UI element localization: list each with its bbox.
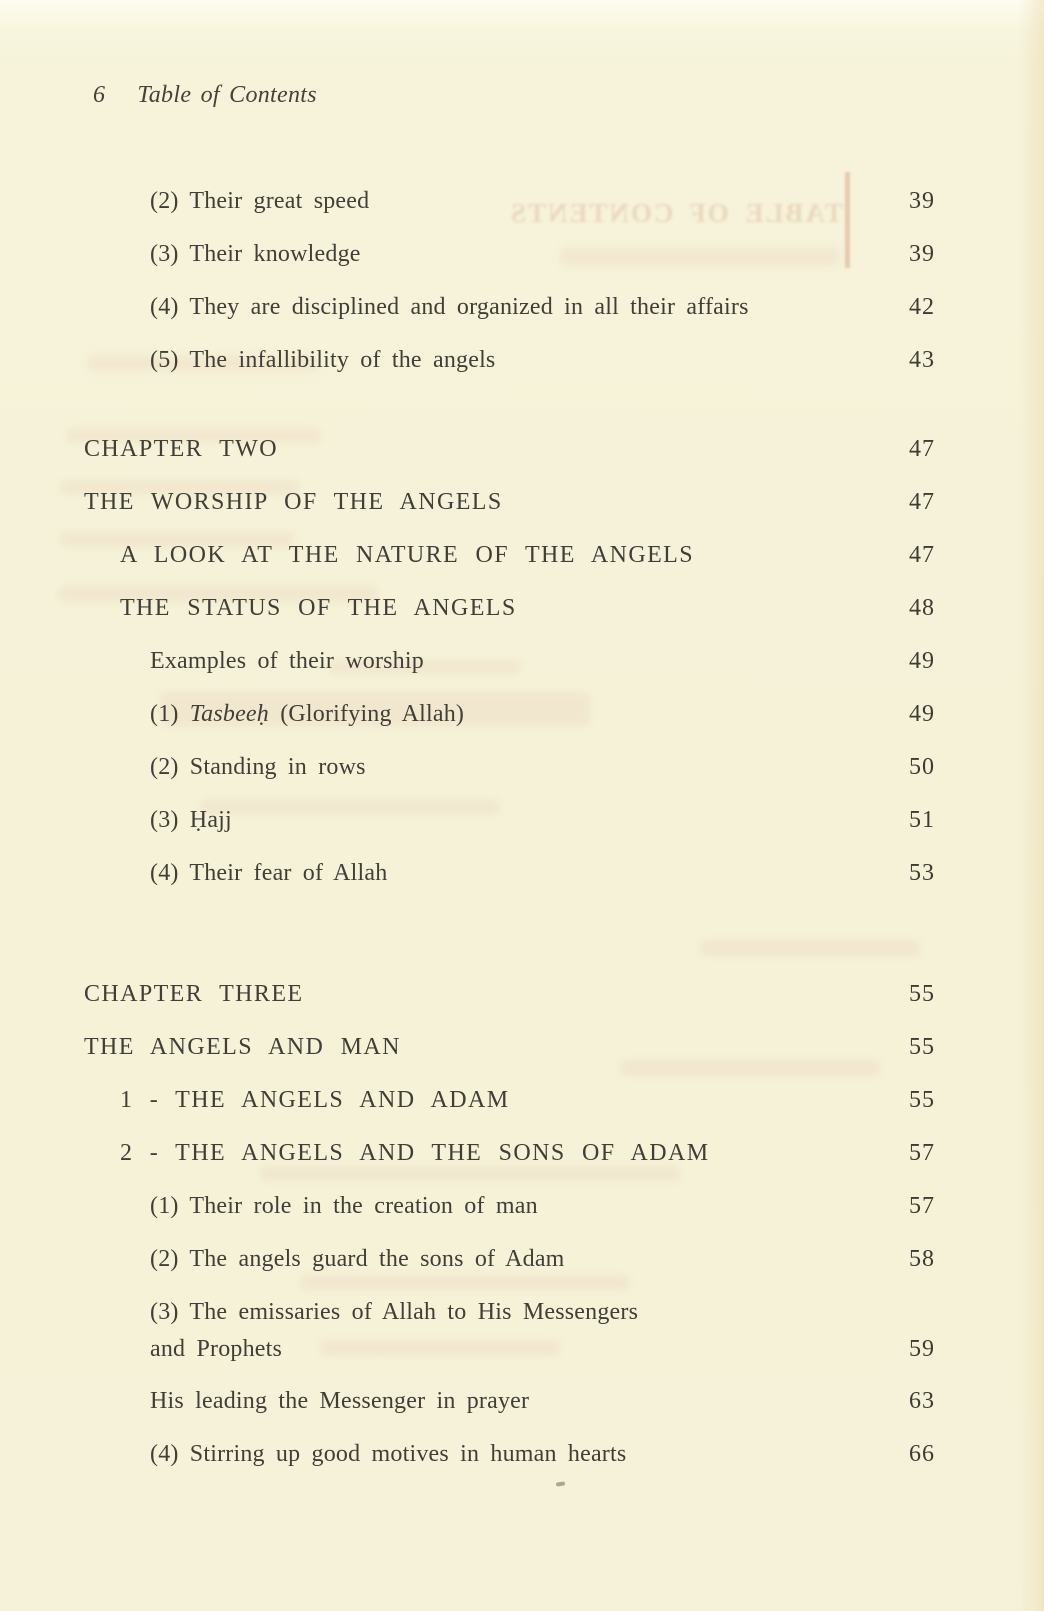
toc-entry-page-number: 50 (909, 754, 935, 780)
toc-group (84, 979, 935, 1492)
toc-entry-page-number: 57 (909, 1193, 935, 1219)
toc-entry-page-number: 58 (909, 1246, 935, 1272)
toc-entry-label: (5) The infallibility of the angels (150, 347, 496, 373)
toc-entry-page-number: 66 (909, 1441, 935, 1467)
bleed-through-title: TABLE OF CONTENTS (508, 198, 843, 228)
toc-row (84, 540, 935, 593)
toc-entry-page-number: 51 (909, 807, 935, 833)
toc-entry-page-number: 55 (909, 1087, 935, 1113)
toc-row (84, 979, 935, 1032)
toc-row (84, 487, 935, 540)
toc-row (84, 858, 935, 911)
toc-row (84, 1191, 935, 1244)
toc-entry-label: A LOOK AT THE NATURE OF THE ANGELS (120, 542, 694, 568)
toc-entry-label: CHAPTER THREE (84, 981, 304, 1007)
toc-entry-label: (3) Their knowledge (150, 241, 361, 267)
toc-row (84, 646, 935, 699)
toc-entry-page-number: 48 (909, 595, 935, 621)
toc-row (84, 292, 935, 345)
toc-entry-label: (2) Their great speed (150, 188, 370, 214)
toc-row (84, 1032, 935, 1085)
toc-entry-page-number: 53 (909, 860, 935, 886)
toc-entry-page-number: 39 (909, 188, 935, 214)
toc-row (84, 593, 935, 646)
toc-row (84, 1386, 935, 1439)
toc-entry-label: CHAPTER TWO (84, 436, 278, 462)
toc-entry-label-continuation: and Prophets (150, 1336, 283, 1362)
toc-entry-page-number: 47 (909, 489, 935, 515)
toc-row (84, 345, 935, 398)
toc-entry-page-number: 55 (909, 1034, 935, 1060)
toc-entry-label: (1) Tasbeeḥ (Glorifying Allah) (150, 701, 465, 727)
toc-group (84, 434, 935, 911)
toc-entry-page-number: 55 (909, 981, 935, 1007)
toc-entry-page-number: 47 (909, 436, 935, 462)
toc-row (84, 239, 935, 292)
toc-row (84, 186, 935, 239)
toc-entry-label: THE ANGELS AND MAN (84, 1034, 401, 1060)
toc-group (84, 186, 935, 398)
toc-row (84, 1085, 935, 1138)
toc-row (84, 1297, 935, 1386)
toc-entry-page-number: 42 (909, 294, 935, 320)
toc-entry-label: 2 - THE ANGELS AND THE SONS OF ADAM (120, 1140, 710, 1166)
table-of-contents (84, 186, 935, 1492)
toc-entry-label: (1) Their role in the creation of man (150, 1193, 538, 1219)
toc-entry-label: (3) The emissaries of Allah to His Messengers (150, 1299, 639, 1325)
toc-row (84, 699, 935, 752)
toc-entry-page-number: 49 (909, 701, 935, 727)
toc-entry-label: (4) Their fear of Allah (150, 860, 388, 886)
toc-entry-label: His leading the Messenger in prayer (150, 1388, 530, 1414)
toc-entry-label: (4) Stirring up good motives in human hearts (150, 1441, 627, 1467)
toc-entry-page-number: 57 (909, 1140, 935, 1166)
toc-row (84, 752, 935, 805)
toc-entry-page-number: 39 (909, 241, 935, 267)
toc-row (84, 1439, 935, 1492)
toc-entry-label: (3) Ḥajj (150, 807, 232, 833)
toc-row (84, 434, 935, 487)
running-header-title: Table of Contents (137, 82, 317, 108)
toc-entry-page-number: 47 (909, 542, 935, 568)
toc-entry-page-number: 49 (909, 648, 935, 674)
toc-entry-page-number: 43 (909, 347, 935, 373)
toc-entry-page-number: 63 (909, 1388, 935, 1414)
running-header (93, 82, 317, 109)
toc-entry-label: Examples of their worship (150, 648, 424, 674)
toc-entry-label: 1 - THE ANGELS AND ADAM (120, 1087, 510, 1113)
toc-row (84, 1138, 935, 1191)
toc-entry-label: (2) The angels guard the sons of Adam (150, 1246, 565, 1272)
toc-entry-label: THE WORSHIP OF THE ANGELS (84, 489, 503, 515)
toc-entry-label: THE STATUS OF THE ANGELS (120, 595, 517, 621)
toc-entry-label: (2) Standing in rows (150, 754, 366, 780)
toc-entry-page-number: 59 (909, 1336, 935, 1362)
toc-row (84, 1244, 935, 1297)
toc-row (84, 805, 935, 858)
toc-entry-label: (4) They are disciplined and organized in all their affairs (150, 294, 749, 320)
folio-page-number: 6 (93, 82, 106, 108)
